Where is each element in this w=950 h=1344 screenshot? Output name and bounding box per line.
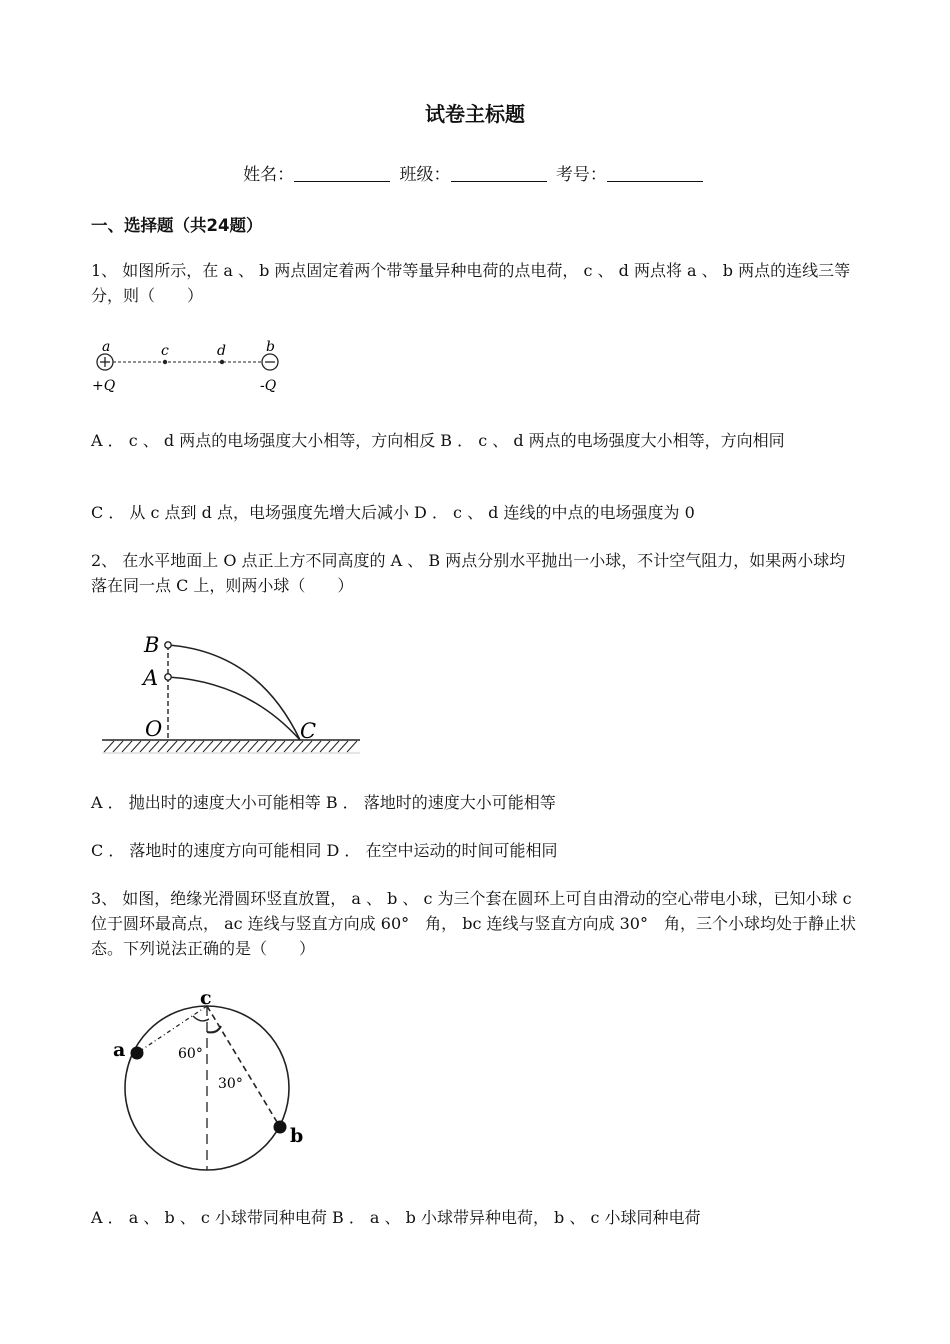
name-blank[interactable] [294,165,390,182]
point-d-dot [220,360,224,364]
label-c: c [200,992,212,1009]
label-b: b [290,1125,304,1147]
label-plus-q: +Q [92,378,116,394]
question-1-options-ab: A ． c 、 d 两点的电场强度大小相等，方向相反 B ． c 、 d 两点的电场强度大小相等，方向相同 [91,431,785,450]
line-bc [207,1006,280,1127]
class-label: 班级： [399,165,451,185]
page-title: 试卷主标题 [425,102,525,126]
section-title: 一、选择题（共24题） [91,216,263,235]
question-2-options-cd: C ． 落地时的速度方向可能相同 D ． 在空中运动的时间可能相同 [91,841,558,860]
ball-b-icon [274,1121,287,1134]
class-blank[interactable] [451,165,547,182]
label-60-degrees: 60° [178,1046,203,1062]
ball-a-icon [131,1047,144,1060]
question-3-stem: 3、 如图，绝缘光滑圆环竖直放置， a 、 b 、 c 为三个套在圆环上可自由滑动的空心带电小球，已知小球 c 位于圆环最高点， ac 连线与竖直方向成 60° 角， bc 连线与竖直方向成 30° 角，三个小球均处于静止状态。下列说法正确的是（ ） [91,889,856,958]
label-b: b [266,339,275,355]
number-label: 考号： [555,165,607,185]
question-1-stem: 1、 如图所示，在 a 、 b 两点固定着两个带等量异种电荷的点电荷， c 、 d 两点将 a 、 b 两点的连线三等分，则（ ） [91,261,851,305]
label-a: a [113,1039,126,1061]
label-O: O [145,717,163,741]
label-C: C [300,719,317,743]
label-minus-q: -Q [260,378,277,394]
question-2-stem: 2、 在水平地面上 O 点正上方不同高度的 A 、 B 两点分别水平抛出一小球，不计空气阻力，如果两小球均落在同一点 C 上，则两小球（ ） [91,551,846,595]
ball-a-icon [165,674,171,680]
question-1-figure [88,335,288,401]
question-2-options-ab: A ． 抛出时的速度大小可能相等 B ． 落地时的速度大小可能相等 [91,793,556,812]
label-a: a [102,339,111,355]
angle-60-arc [193,1016,209,1021]
label-A: A [143,666,159,690]
number-blank[interactable] [607,165,703,182]
label-30-degrees: 30° [218,1076,243,1092]
name-label: 姓名： [243,165,295,185]
label-B: B [144,633,160,657]
label-c: c [161,343,169,359]
question-1-options-cd: C ． 从 c 点到 d 点，电场强度先增大后减小 D ． c 、 d 连线的中点的电场强度为 0 [91,503,695,522]
student-info-line [0,160,950,185]
label-d: d [217,343,226,359]
ground-hatch [104,741,357,752]
ball-b-icon [165,642,171,648]
point-c-dot [163,360,167,364]
trajectory-from-a [168,677,300,740]
question-2-figure [88,622,368,762]
question-3-figure [105,992,320,1174]
question-3-options-ab: A ． a 、 b 、 c 小球带同种电荷 B ． a 、 b 小球带异种电荷， b 、 c 小球同种电荷 [91,1208,701,1227]
